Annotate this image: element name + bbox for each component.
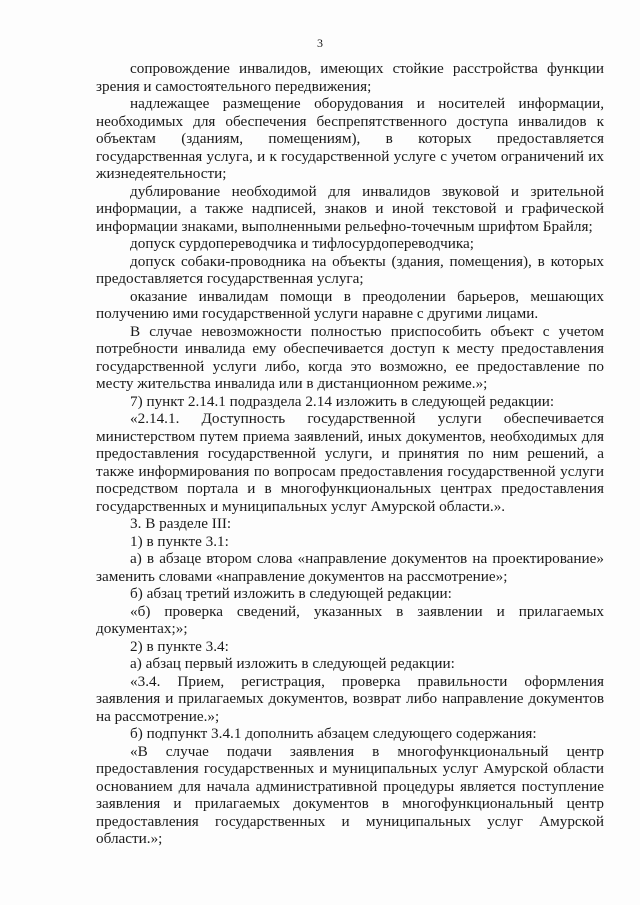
document-body <box>96 60 604 848</box>
paragraph-4: допуск сурдопереводчика и тифлосурдопереводчика; <box>130 235 474 252</box>
paragraph-9: «2.14.1. Доступность государственной услуги обеспечивается министерством путем приема заявлений, иных документов, необходимых для предоставления государственной услуги, и принятия по ним решений, а также информирования по вопросам предоставления государственной услуги посредством портала и в многофункциональных центрах предоставления государственных и муниципальных услуг Амурской области.». <box>96 410 604 515</box>
paragraph-19: «В случае подачи заявления в многофункциональный центр предоставления государственных и муниципальных услуг Амурской области основанием для начала административной процедуры является поступление заявления и прилагаемых документов в многофункциональный центр предоставления государственных и муниципальных услуг Амурской области.»; <box>96 742 604 847</box>
paragraph-17: «3.4. Прием, регистрация, проверка правильности оформления заявления и прилагаемых документов, возврат либо направление документов на рассмотрение.»; <box>96 672 604 725</box>
paragraph-16: а) абзац первый изложить в следующей редакции: <box>130 655 455 672</box>
paragraph-10: 3. В разделе III: <box>130 515 232 532</box>
page-number: 3 <box>317 36 323 50</box>
paragraph-11: 1) в пункте 3.1: <box>130 532 229 550</box>
paragraph-8: 7) пункт 2.14.1 подраздела 2.14 изложить в следующей редакции: <box>130 392 555 410</box>
paragraph-12: а) в абзаце втором слова «направление документов на проектирование» заменить словами «направление документов на рассмотрение»; <box>96 550 604 585</box>
paragraph-2: надлежащее размещение оборудования и носителей информации, необходимых для обеспечения беспрепятственного доступа инвалидов к объектам (зданиям, помещениям), в которых предоставляется государственная услуга, и к государственной услуге с учетом ограничений их жизнедеятельности; <box>96 95 604 182</box>
paragraph-7: В случае невозможности полностью приспособить объект с учетом потребности инвалида ему обеспечивается доступ к месту предоставления государственной услуги либо, когда это возможно, ее предоставление по месту жительства инвалида или в дистанционном режиме.»; <box>96 322 604 392</box>
paragraph-13: б) абзац третий изложить в следующей редакции: <box>130 585 452 602</box>
paragraph-18: б) подпункт 3.4.1 дополнить абзацем следующего содержания: <box>130 725 537 742</box>
paragraph-15: 2) в пункте 3.4: <box>130 637 229 655</box>
paragraph-6: оказание инвалидам помощи в преодолении барьеров, мешающих получению ими государственной услуги наравне с другими лицами. <box>96 287 604 322</box>
paragraph-3: дублирование необходимой для инвалидов звуковой и зрительной информации, а также надписей, знаков и иной текстовой и графической информации знаками, выполненными рельефно-точечным шрифтом Брайля; <box>96 182 604 235</box>
paragraph-14: «б) проверка сведений, указанных в заявлении и прилагаемых документах;»; <box>96 602 604 637</box>
paragraph-1: сопровождение инвалидов, имеющих стойкие расстройства функции зрения и самостоятельного передвижения; <box>96 60 604 95</box>
paragraph-5: допуск собаки-проводника на объекты (здания, помещения), в которых предоставляется государственная услуга; <box>96 252 604 287</box>
